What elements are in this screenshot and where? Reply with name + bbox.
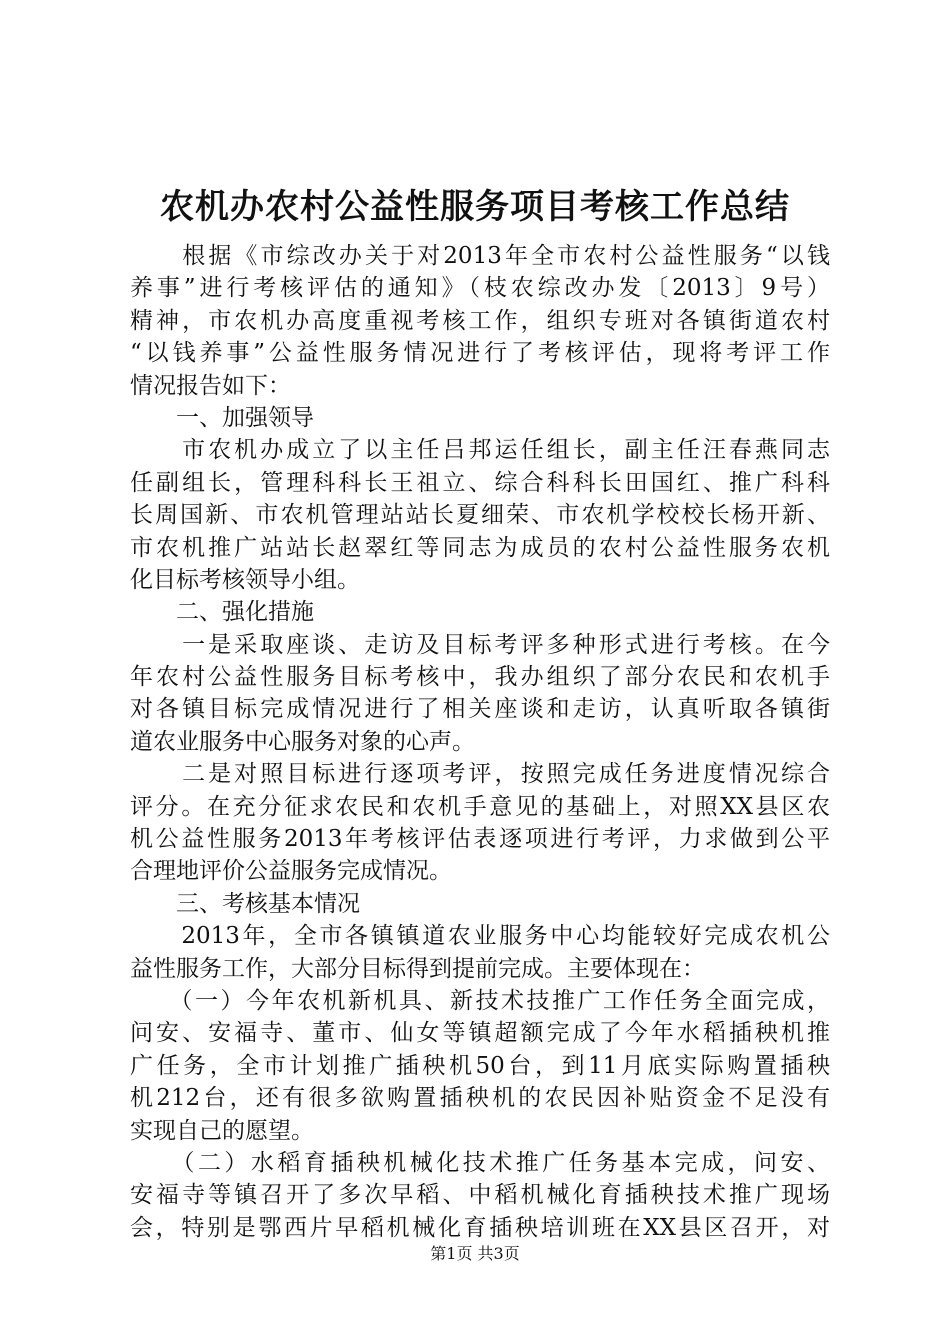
body-text-line: 评分。在充分征求农民和农机手意见的基础上，对照XX县区农 (130, 793, 830, 820)
body-text-line: 长周国新、市农机管理站站长夏细荣、市农机学校校长杨开新、 (130, 502, 830, 529)
body-text-line: 根据《市综改办关于对2013年全市农村公益性服务“以钱 (130, 243, 830, 269)
body-text-line: 机公益性服务2013年考核评估表逐项进行考评，力求做到公平 (130, 826, 830, 853)
body-text-line: 合理地评价公益服务完成情况。 (130, 858, 452, 885)
body-text-line: “以钱养事”公益性服务情况进行了考核评估，现将考评工作 (130, 340, 830, 367)
body-text-line: 问安、安福寺、董市、仙女等镇超额完成了今年水稻插秧机推 (130, 1020, 830, 1047)
body-text-line: 情况报告如下： (130, 372, 291, 399)
body-text-line: 市农机推广站站长赵翠红等同志为成员的农村公益性服务农机 (130, 534, 830, 561)
body-text-line: 养事”进行考核评估的通知》（枝农综改办发〔2013〕9号） (130, 275, 830, 302)
body-text-line: 广任务，全市计划推广插秧机50台，到11月底实际购置插秧 (130, 1052, 830, 1079)
body-text-line: 精神，市农机办高度重视考核工作，组织专班对各镇街道农村 (130, 307, 830, 334)
body-text-line: 会，特别是鄂西片早稻机械化育插秧培训班在XX县区召开，对 (130, 1214, 830, 1241)
page-footer: 第1页 共3页 (430, 1244, 520, 1263)
body-text-line: 三、考核基本情况 (130, 890, 360, 917)
body-text-line: 益性服务工作，大部分目标得到提前完成。主要体现在： (130, 955, 705, 982)
document-title: 农机办农村公益性服务项目考核工作总结 (160, 187, 790, 227)
body-text-line: 二、强化措施 (130, 599, 314, 626)
body-text-line: 2013年，全市各镇镇道农业服务中心均能较好完成农机公 (130, 923, 830, 950)
body-text-line: 化目标考核领导小组。 (130, 566, 360, 593)
body-text-line: （一）今年农机新机具、新技术技推广工作任务全面完成， (130, 987, 830, 1014)
body-text-line: 二是对照目标进行逐项考评，按照完成任务进度情况综合 (130, 761, 830, 788)
body-text-line: 一、加强领导 (130, 404, 314, 431)
body-text-line: （二）水稻育插秧机械化技术推广任务基本完成，问安、 (130, 1149, 830, 1176)
body-text-line: 道农业服务中心服务对象的心声。 (130, 728, 475, 755)
body-text-line: 机212台，还有很多欲购置插秧机的农民因补贴资金不足没有 (130, 1085, 830, 1112)
body-text-line: 对各镇目标完成情况进行了相关座谈和走访，认真听取各镇街 (130, 696, 830, 723)
body-text-line: 实现自己的愿望。 (130, 1117, 314, 1144)
body-text-line: 年农村公益性服务目标考核中，我办组织了部分农民和农机手 (130, 664, 830, 691)
body-text-line: 安福寺等镇召开了多次早稻、中稻机械化育插秧技术推广现场 (130, 1182, 830, 1209)
document-body (130, 240, 830, 1244)
body-text-line: 一是采取座谈、走访及目标考评多种形式进行考核。在今 (130, 631, 830, 658)
body-text-line: 任副组长，管理科科长王祖立、综合科科长田国红、推广科科 (130, 469, 830, 496)
body-text-line: 市农机办成立了以主任吕邦运任组长，副主任汪春燕同志 (130, 437, 830, 464)
